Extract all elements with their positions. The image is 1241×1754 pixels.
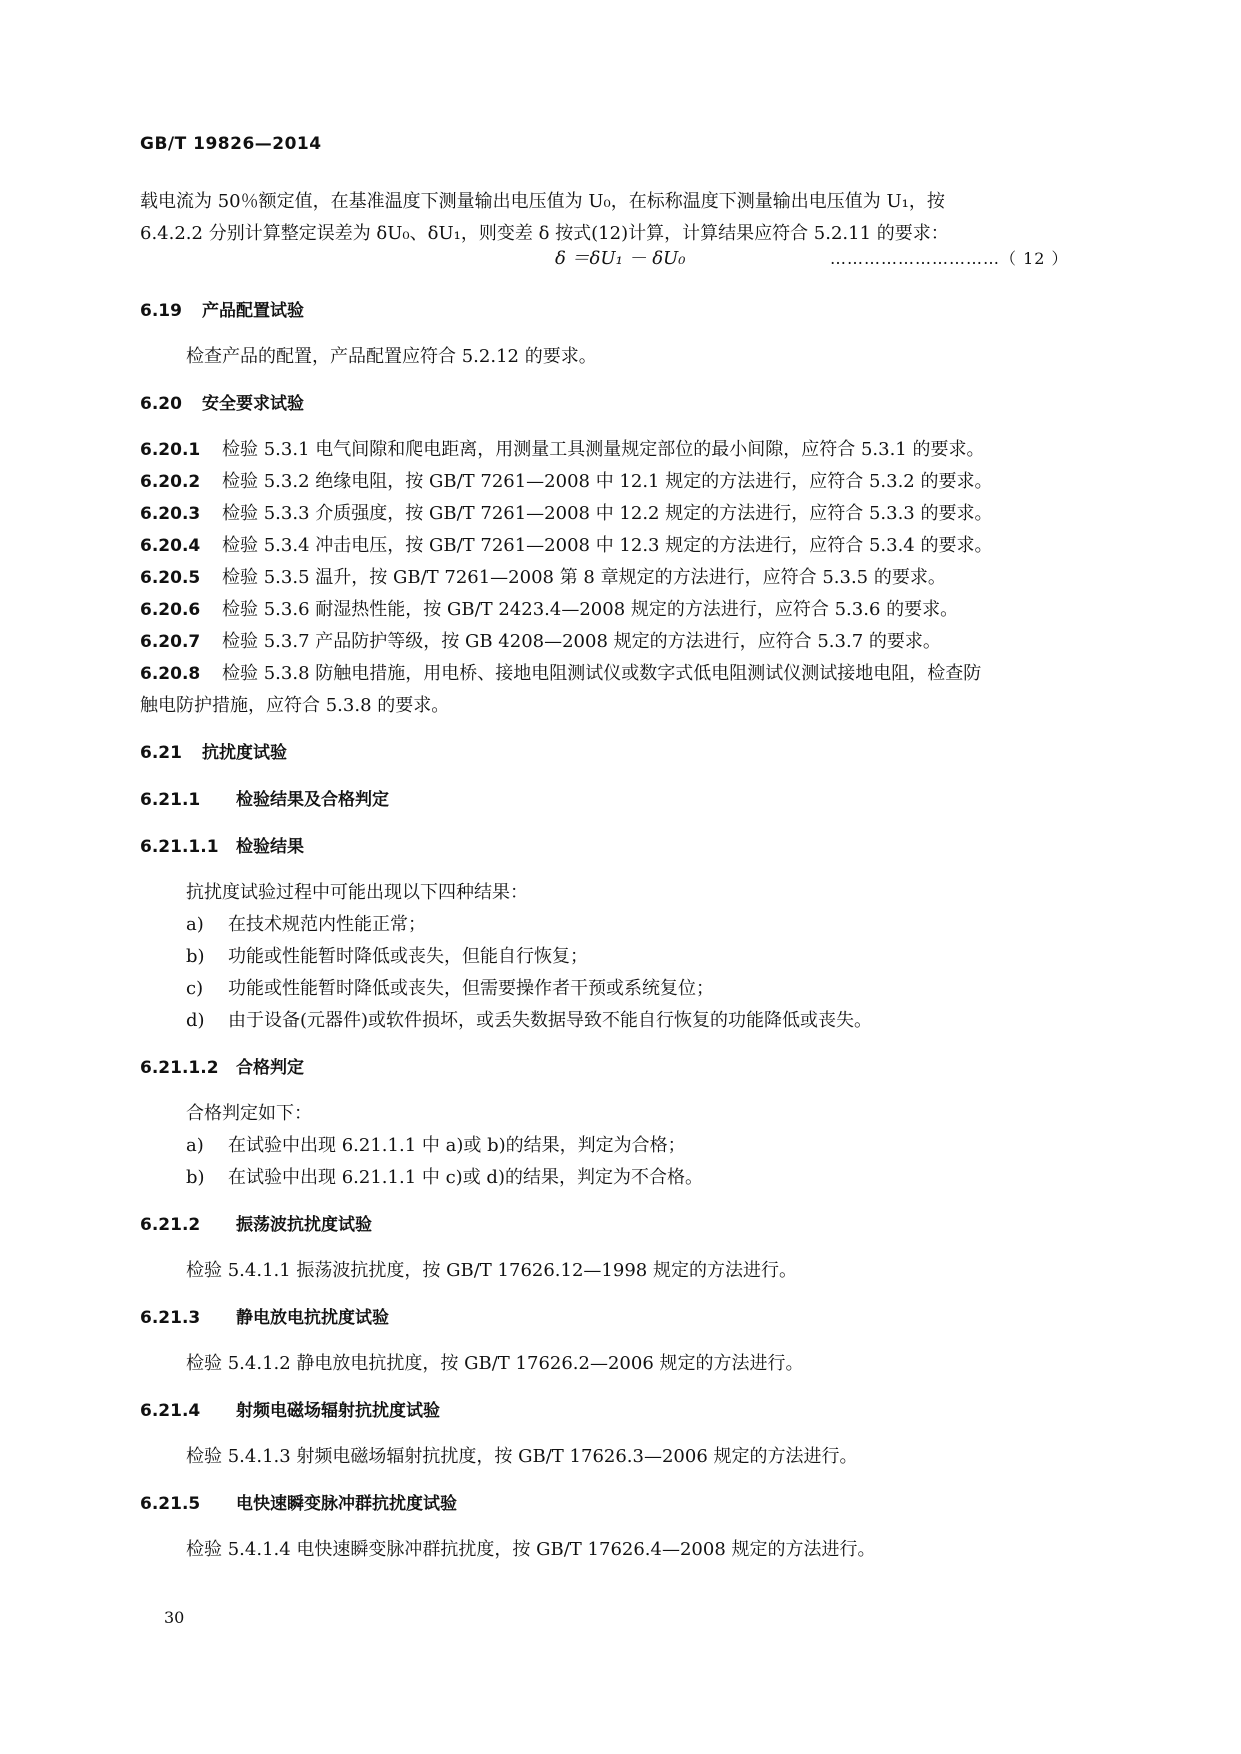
clause-text: 检验 5.3.7 产品防护等级，按 GB 4208—2008 规定的方法进行，应符合 5.3.7 的要求。 <box>222 631 941 652</box>
clause-number: 6.20.4 <box>140 536 201 556</box>
results-intro: 抗扰度试验过程中可能出现以下四种结果： <box>186 882 528 903</box>
section-body: 检验 5.4.1.4 电快速瞬变脉冲群抗扰度，按 GB/T 17626.4—2008 规定的方法进行。 <box>186 1539 876 1560</box>
judgement-intro: 合格判定如下： <box>186 1103 312 1124</box>
section-heading-6-21-1-2 <box>140 1052 1105 1084</box>
formula-12 <box>140 250 1105 280</box>
section-number: 6.20 <box>140 394 182 414</box>
list-marker: c) <box>186 978 204 999</box>
clause-number: 6.20.7 <box>140 632 201 652</box>
section-heading-6-19 <box>140 295 1105 327</box>
list-marker: b) <box>186 946 205 967</box>
list-text: 由于设备(元器件)或软件损坏，或丢失数据导致不能自行恢复的功能降低或丧失。 <box>228 1010 873 1031</box>
section-title: 合格判定 <box>236 1058 304 1078</box>
list-marker: a) <box>186 1135 204 1156</box>
clause-text: 检验 5.3.4 冲击电压，按 GB/T 7261—2008 中 12.3 规定的方法进行，应符合 5.3.4 的要求。 <box>222 535 993 556</box>
section-number: 6.21.4 <box>140 1401 201 1421</box>
clause-text: 检验 5.3.8 防触电措施，用电桥、接地电阻测试仪或数字式低电阻测试仪测试接地电阻，检查防 <box>222 663 982 684</box>
section-heading-6-21-1 <box>140 784 1105 816</box>
list-text: 功能或性能暂时降低或丧失，但需要操作者干预或系统复位； <box>228 978 714 999</box>
formula-number: …………………………（ 12 ） <box>830 249 1069 268</box>
section-body: 检查产品的配置，产品配置应符合 5.2.12 的要求。 <box>186 346 597 367</box>
clause-text: 检验 5.3.5 温升，按 GB/T 7261—2008 第 8 章规定的方法进行，应符合 5.3.5 的要求。 <box>222 567 946 588</box>
list-item <box>140 1162 1105 1194</box>
section-number: 6.21 <box>140 743 182 763</box>
intro-line-2: 6.4.2.2 分别计算整定误差为 δU₀、δU₁，则变差 δ 按式(12)计算，计算结果应符合 5.2.11 的要求： <box>140 223 949 244</box>
clause-6-20-2 <box>140 466 1105 498</box>
section-title: 抗扰度试验 <box>202 743 287 763</box>
list-text: 在试验中出现 6.21.1.1 中 a)或 b)的结果，判定为合格； <box>228 1135 686 1156</box>
clause-6-20-3 <box>140 498 1105 530</box>
clause-6-20-6 <box>140 594 1105 626</box>
section-heading-6-21-1-1 <box>140 831 1105 863</box>
section-title: 射频电磁场辐射抗扰度试验 <box>236 1401 440 1421</box>
doc-id-header: GB/T 19826—2014 <box>140 134 322 154</box>
formula-expression: δ ＝δU₁ － δU₀ <box>555 248 686 269</box>
clause-text: 检验 5.3.1 电气间隙和爬电距离，用测量工具测量规定部位的最小间隙，应符合 5.3.1 的要求。 <box>222 439 985 460</box>
clause-number: 6.20.3 <box>140 504 201 524</box>
page-content <box>140 186 1105 1566</box>
list-item <box>140 941 1105 973</box>
section-title: 安全要求试验 <box>202 394 304 414</box>
section-body: 检验 5.4.1.2 静电放电抗扰度，按 GB/T 17626.2—2006 规定的方法进行。 <box>186 1353 804 1374</box>
list-marker: b) <box>186 1167 205 1188</box>
clause-number: 6.20.1 <box>140 440 201 460</box>
section-heading-6-20 <box>140 388 1105 420</box>
clause-text: 检验 5.3.2 绝缘电阻，按 GB/T 7261—2008 中 12.1 规定的方法进行，应符合 5.3.2 的要求。 <box>222 471 993 492</box>
section-heading-6-21-4 <box>140 1395 1105 1427</box>
clause-text: 检验 5.3.6 耐湿热性能，按 GB/T 2423.4—2008 规定的方法进行，应符合 5.3.6 的要求。 <box>222 599 959 620</box>
section-heading-6-21-2 <box>140 1209 1105 1241</box>
section-title: 检验结果 <box>236 837 304 857</box>
intro-line-1: 载电流为 50％额定值，在基准温度下测量输出电压值为 U₀，在标称温度下测量输出电压值为 U₁，按 <box>140 191 945 212</box>
section-number: 6.19 <box>140 301 182 321</box>
list-text: 在技术规范内性能正常； <box>228 914 426 935</box>
clause-number: 6.20.5 <box>140 568 201 588</box>
clause-6-20-5 <box>140 562 1105 594</box>
clause-number: 6.20.8 <box>140 664 201 684</box>
section-number: 6.21.3 <box>140 1308 201 1328</box>
section-heading-6-21-3 <box>140 1302 1105 1334</box>
list-text: 功能或性能暂时降低或丧失，但能自行恢复； <box>228 946 588 967</box>
list-marker: d) <box>186 1010 205 1031</box>
section-title: 检验结果及合格判定 <box>236 790 389 810</box>
section-number: 6.21.2 <box>140 1215 201 1235</box>
clause-number: 6.20.2 <box>140 472 201 492</box>
list-marker: a) <box>186 914 204 935</box>
section-number: 6.21.1 <box>140 790 201 810</box>
section-heading-6-21 <box>140 737 1105 769</box>
section-heading-6-21-5 <box>140 1488 1105 1520</box>
list-item <box>140 1130 1105 1162</box>
list-item <box>140 973 1105 1005</box>
list-item <box>140 909 1105 941</box>
section-number: 6.21.1.1 <box>140 837 219 857</box>
clause-6-20-8 <box>140 658 1105 690</box>
section-title: 产品配置试验 <box>202 301 304 321</box>
list-item <box>140 1005 1105 1037</box>
clause-number: 6.20.6 <box>140 600 201 620</box>
clause-6-20-8-continuation: 触电防护措施，应符合 5.3.8 的要求。 <box>140 695 450 716</box>
page-number: 30 <box>164 1608 185 1627</box>
section-body: 检验 5.4.1.1 振荡波抗扰度，按 GB/T 17626.12—1998 规定的方法进行。 <box>186 1260 797 1281</box>
section-body: 检验 5.4.1.3 射频电磁场辐射抗扰度，按 GB/T 17626.3—2006 规定的方法进行。 <box>186 1446 858 1467</box>
clause-6-20-7 <box>140 626 1105 658</box>
section-number: 6.21.5 <box>140 1494 201 1514</box>
clause-text: 检验 5.3.3 介质强度，按 GB/T 7261—2008 中 12.2 规定的方法进行，应符合 5.3.3 的要求。 <box>222 503 993 524</box>
list-text: 在试验中出现 6.21.1.1 中 c)或 d)的结果，判定为不合格。 <box>228 1167 703 1188</box>
clause-6-20-4 <box>140 530 1105 562</box>
section-title: 电快速瞬变脉冲群抗扰度试验 <box>236 1494 457 1514</box>
section-number: 6.21.1.2 <box>140 1058 219 1078</box>
section-title: 振荡波抗扰度试验 <box>236 1215 372 1235</box>
section-title: 静电放电抗扰度试验 <box>236 1308 389 1328</box>
clause-6-20-1 <box>140 434 1105 466</box>
